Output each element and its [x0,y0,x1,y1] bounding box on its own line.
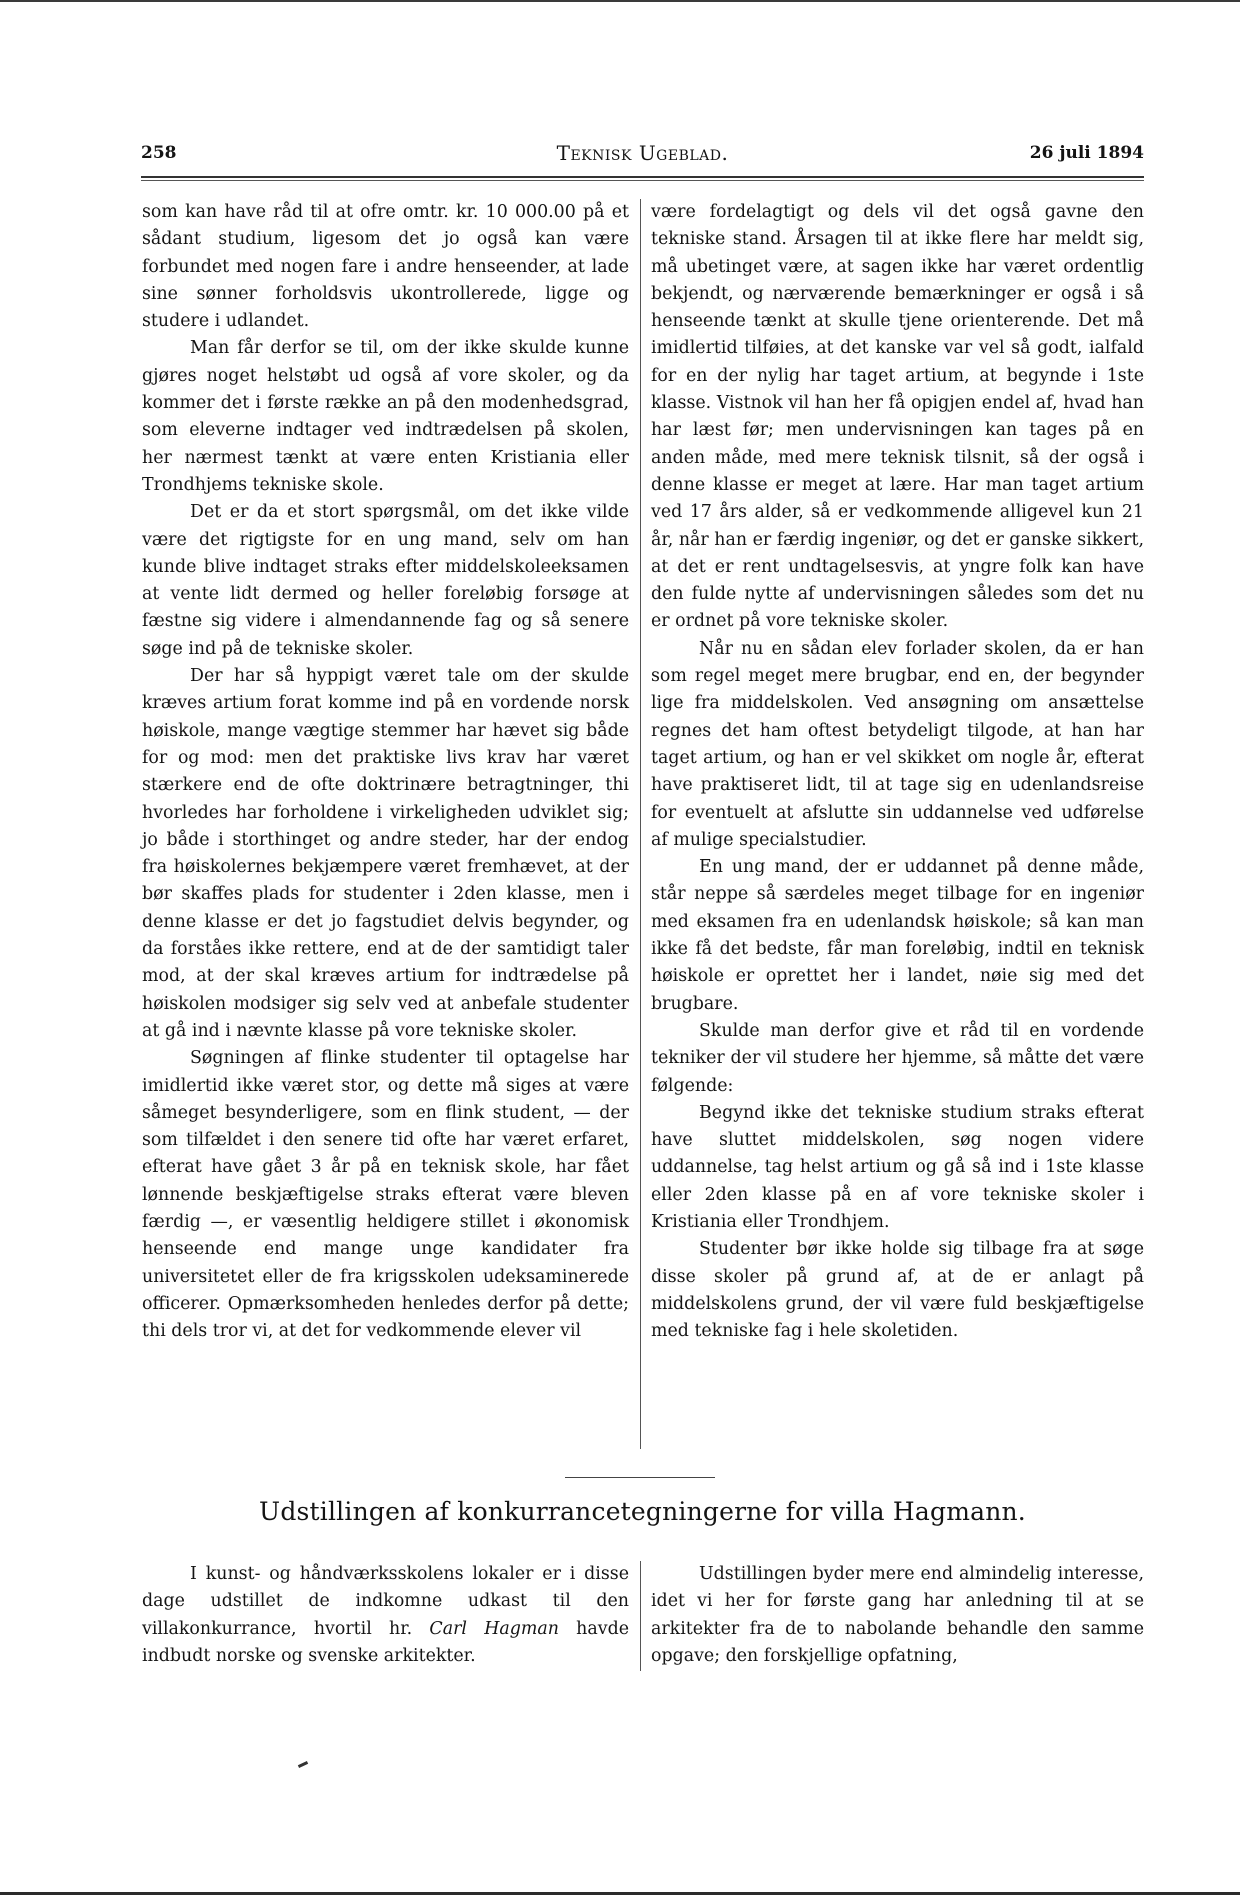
paragraph: Skulde man derfor give et råd til en vordende tekniker der vil studere her hjemme, så måtte det være følgende: [651,1020,1144,1096]
paragraph-text: havde indbudt norske og svenske arkitekter. [142,1618,629,1666]
article1-left-column [142,199,629,1345]
paragraph-text: I kunst- og håndværksskolens lokaler er i disse dage udstillet de indkomne udkast til den villakonkurrance, hvortil hr. [142,1564,629,1639]
column-divider [640,199,641,1449]
paragraph: Udstillingen byder mere end almindelig interesse, idet vi her for første gang har anledning til at se arkitekter fra de to nabolande behandle den samme opgave; den forskjellige opfatning, [651,1564,1144,1666]
scan-speck [298,1761,308,1768]
paragraph: Det er da et stort spørgsmål, om det ikke vilde være det rigtigste for en ung mand, selv om han kunde blive indtaget straks efter middelskoleeksamen at vente lidt dermed og heller foreløbig forsøge at fæstne sig videre i almendannende fag og så senere søge ind på de tekniske skoler. [142,502,629,659]
person-name-italic: Carl Hagman [429,1618,559,1639]
paragraph: En ung mand, der er uddannet på denne måde, står neppe så særdeles meget tilbage for en ingeniør med eksamen fra en udenlandsk høiskole; så kan man ikke få det bedste, får man foreløbig, indtil en teknisk høiskole er oprettet her i landet, nøie sig med det brugbare. [651,857,1144,1014]
issue-date: 26 juli 1894 [1029,143,1144,163]
paragraph [142,1561,629,1670]
paragraph: Begynd ikke det tekniske studium straks efterat have sluttet middelskolen, søg nogen videre uddannelse, tag helst artium og gå så ind i 1ste klasse eller 2den klasse på en af vore tekniske skoler i Kristiania eller Trondhjem. [651,1102,1144,1232]
paragraph: Søgningen af flinke studenter til optagelse har imidlertid ikke været stor, og dette må siges at være såmeget besynderligere, som en flink student, — der som tilfældet i den senere tid ofte har været erfaret, efterat have gået 3 år på en teknisk skole, har fået lønnende beskjæftigelse straks efterat være bleven færdig —, er væsentlig heldigere stillet i økonomisk henseende end mange unge kandidater fra universitetet eller de fra krigsskolen udeksaminerede officerer. Opmærksomheden henledes derfor på dette; thi dels tror vi, at det for vedkommende elever vil [142,1048,629,1342]
scan-top-edge [0,0,1240,2]
section-separator-rule [565,1477,715,1478]
journal-title: Teknisk Ugeblad. [556,141,729,165]
header-double-rule [141,176,1144,181]
page-number: 258 [141,143,177,163]
paragraph: være fordelagtigt og dels vil det også gavne den tekniske stand. Årsagen til at ikke flere har meldt sig, må ubetinget være, at sagen ikke har været ordentlig bekjendt, og nærværende bemærkninger er også i så henseende tænkt at skulle tjene orienterende. Det må imidlertid tilføies, at det kanske var vel så godt, ialfald for en der nylig har taget artium, at begynde i 1ste klasse. Vistnok vil han her få opigjen endel af, hvad han har læst før; men undervisningen kan tages på en anden måde, med mere teknisk tilsnit, så der også i denne klasse er meget at lære. Har man taget artium ved 17 års alder, så er vedkommende alligevel kun 21 år, når han er færdig ingeniør, og det er ganske sikkert, at det er rent undtagelsesvis, at yngre folk kan have den fulde nytte af undervisningen således som det nu er ordnet på vore tekniske skoler. [651,202,1144,632]
paragraph: Man får derfor se til, om der ikke skulde kunne gjøres noget helstøbt ud også af vore skoler, og da kommer det i første række an på den modenhedsgrad, som eleverne indtager ved indtrædelsen på skolen, her nærmest tænkt at være enten Kristiania eller Trondhjems tekniske skole. [142,338,629,495]
article2-right-column [651,1561,1144,1670]
running-header [141,143,1144,171]
paragraph: Studenter bør ikke holde sig tilbage fra at søge disse skoler på grund af, at de er anlagt på middelskolens grund, der vil være fuld beskjæftigelse med tekniske fag i hele skoletiden. [651,1239,1144,1342]
article1-right-column [651,199,1144,1345]
article2-left-column [142,1561,629,1670]
column-divider [640,1561,641,1671]
paragraph: Når nu en sådan elev forlader skolen, da er han som regel meget mere brugbar, end en, der begynder lige fra middelskolen. Ved ansøgning om ansættelse regnes det ham oftest betydeligt tilgode, at han har taget artium, og han er vel skikket om nogle år, efterat have praktiseret lidt, til at tage sig en udenlandsreise for eventuelt at afslutte sin uddannelse ved udførelse af mulige specialstudier. [651,638,1144,850]
paragraph: som kan have råd til at ofre omtr. kr. 10 000.00 på et sådant studium, ligesom det jo også kan være forbundet med nogen fare i andre henseender, at lade sine sønner forholdsvis ukontrollerede, ligge og studere i udlandet. [142,202,629,332]
paragraph: Der har så hyppigt været tale om der skulde kræves artium forat komme ind på en vordende norsk høiskole, mange vægtige stemmer har hævet sig både for og mod: men det praktiske livs krav har været stærkere end de ofte doktrinære betragtninger, thi hvorledes har forholdene i virkeligheden udviklet sig; jo både i storthinget og andre steder, har der endog fra høiskolernes bekjæmpere været fremhævet, at der bør skaffes plads for studenter i 2den klasse, men i denne klasse er det jo fagstudiet delvis begynder, og da forståes ikke rettere, end at de der samtidigt taler mod, at der skal kræves artium for indtrædelse på høiskolen modsiger sig selv ved at anbefale studenter at gå ind i nævnte klasse på vore tekniske skoler. [142,666,629,1041]
article-title: Udstillingen af konkurrancetegningerne for villa Hagmann. [259,1497,1026,1526]
